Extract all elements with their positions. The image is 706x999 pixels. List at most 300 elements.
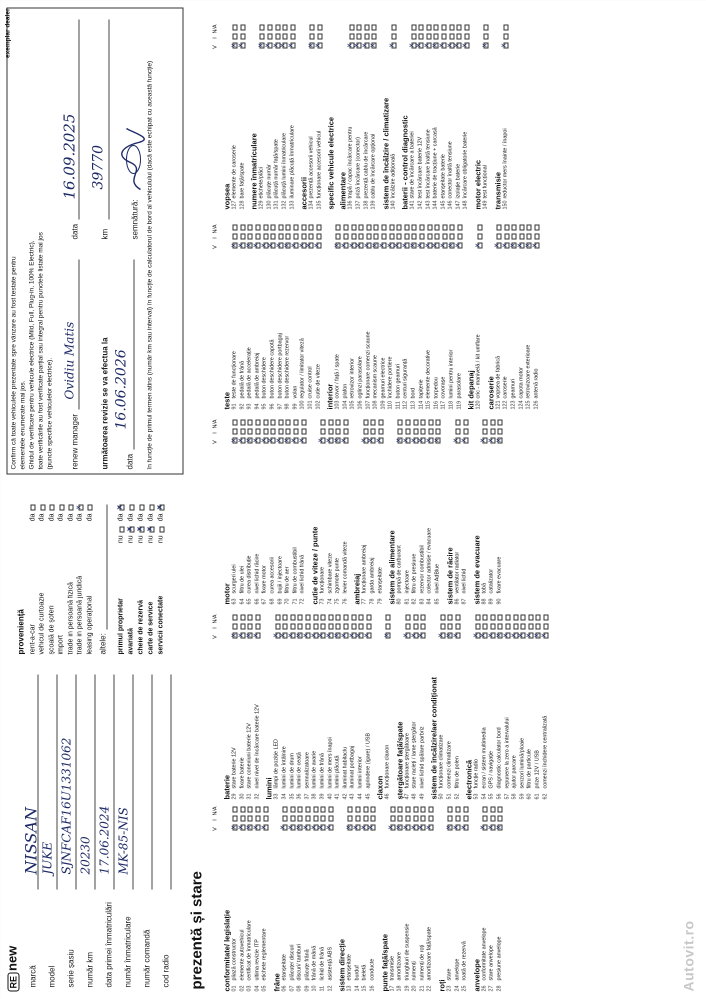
item-checkbox[interactable]: [455, 419, 460, 425]
item-checkbox[interactable]: [320, 419, 325, 425]
item-checkbox[interactable]: [316, 242, 321, 248]
item-checkbox[interactable]: [305, 623, 310, 629]
item-checkbox[interactable]: [347, 815, 352, 821]
item-checkbox[interactable]: [351, 224, 356, 230]
item-checkbox[interactable]: [316, 233, 321, 239]
item-checkbox[interactable]: [308, 224, 313, 230]
item-checkbox[interactable]: [428, 428, 433, 434]
item-checkbox[interactable]: [497, 824, 502, 830]
item-checkbox[interactable]: [366, 614, 371, 620]
item-checkbox[interactable]: [343, 614, 348, 620]
item-checkbox[interactable]: [381, 224, 386, 230]
item-checkbox[interactable]: [259, 33, 264, 39]
item-checkbox[interactable]: [490, 428, 495, 434]
item-checkbox[interactable]: [441, 33, 446, 39]
item-checkbox[interactable]: [504, 224, 509, 230]
item-checkbox[interactable]: [378, 437, 383, 443]
owner-no-checkbox[interactable]: [129, 526, 134, 532]
item-checkbox[interactable]: [240, 24, 245, 30]
item-checkbox[interactable]: [263, 428, 268, 434]
item-checkbox[interactable]: [282, 24, 287, 30]
item-checkbox[interactable]: [449, 224, 454, 230]
item-checkbox[interactable]: [270, 224, 275, 230]
item-checkbox[interactable]: [293, 224, 298, 230]
item-checkbox[interactable]: [505, 623, 510, 629]
item-checkbox[interactable]: [475, 623, 480, 629]
item-checkbox[interactable]: [397, 806, 402, 812]
item-checkbox[interactable]: [335, 233, 340, 239]
item-checkbox[interactable]: [232, 233, 237, 239]
item-checkbox[interactable]: [343, 233, 348, 239]
item-checkbox[interactable]: [240, 42, 245, 48]
item-checkbox[interactable]: [411, 24, 416, 30]
item-checkbox[interactable]: [232, 623, 237, 629]
item-checkbox[interactable]: [497, 623, 502, 629]
item-checkbox[interactable]: [433, 33, 438, 39]
item-checkbox[interactable]: [456, 33, 461, 39]
item-checkbox[interactable]: [513, 623, 518, 629]
item-checkbox[interactable]: [385, 614, 390, 620]
item-checkbox[interactable]: [477, 233, 482, 239]
item-checkbox[interactable]: [247, 614, 252, 620]
item-checkbox[interactable]: [405, 806, 410, 812]
item-checkbox[interactable]: [464, 33, 469, 39]
item-checkbox[interactable]: [263, 233, 268, 239]
item-checkbox[interactable]: [247, 428, 252, 434]
item-checkbox[interactable]: [433, 24, 438, 30]
item-checkbox[interactable]: [335, 419, 340, 425]
item-checkbox[interactable]: [455, 815, 460, 821]
item-checkbox[interactable]: [449, 33, 454, 39]
item-checkbox[interactable]: [255, 614, 260, 620]
item-checkbox[interactable]: [335, 224, 340, 230]
item-checkbox[interactable]: [232, 614, 237, 620]
item-checkbox[interactable]: [457, 242, 462, 248]
item-checkbox[interactable]: [366, 632, 371, 638]
item-checkbox[interactable]: [247, 224, 252, 230]
item-checkbox[interactable]: [335, 623, 340, 629]
item-checkbox[interactable]: [293, 428, 298, 434]
item-checkbox[interactable]: [240, 806, 245, 812]
item-checkbox[interactable]: [275, 614, 280, 620]
item-checkbox[interactable]: [411, 233, 416, 239]
item-checkbox[interactable]: [490, 419, 495, 425]
item-checkbox[interactable]: [497, 437, 502, 443]
item-checkbox[interactable]: [282, 614, 287, 620]
item-checkbox[interactable]: [247, 806, 252, 812]
item-checkbox[interactable]: [477, 242, 482, 248]
item-checkbox[interactable]: [513, 614, 518, 620]
item-checkbox[interactable]: [420, 623, 425, 629]
item-checkbox[interactable]: [455, 632, 460, 638]
item-checkbox[interactable]: [328, 815, 333, 821]
item-checkbox[interactable]: [455, 428, 460, 434]
item-checkbox[interactable]: [363, 419, 368, 425]
item-checkbox[interactable]: [426, 24, 431, 30]
item-checkbox[interactable]: [282, 806, 287, 812]
item-checkbox[interactable]: [435, 428, 440, 434]
item-checkbox[interactable]: [247, 419, 252, 425]
item-checkbox[interactable]: [428, 815, 433, 821]
item-checkbox[interactable]: [366, 233, 371, 239]
item-checkbox[interactable]: [328, 419, 333, 425]
item-checkbox[interactable]: [528, 623, 533, 629]
item-checkbox[interactable]: [335, 428, 340, 434]
item-checkbox[interactable]: [351, 614, 356, 620]
item-checkbox[interactable]: [370, 824, 375, 830]
item-checkbox[interactable]: [497, 614, 502, 620]
item-checkbox[interactable]: [397, 419, 402, 425]
item-checkbox[interactable]: [482, 806, 487, 812]
item-checkbox[interactable]: [290, 806, 295, 812]
item-checkbox[interactable]: [366, 224, 371, 230]
item-checkbox[interactable]: [356, 24, 361, 30]
item-checkbox[interactable]: [397, 428, 402, 434]
item-checkbox[interactable]: [247, 233, 252, 239]
item-checkbox[interactable]: [463, 419, 468, 425]
item-checkbox[interactable]: [320, 815, 325, 821]
item-checkbox[interactable]: [440, 623, 445, 629]
item-checkbox[interactable]: [455, 623, 460, 629]
item-checkbox[interactable]: [255, 623, 260, 629]
item-checkbox[interactable]: [534, 233, 539, 239]
item-checkbox[interactable]: [455, 614, 460, 620]
item-checkbox[interactable]: [305, 806, 310, 812]
provenance-checkbox[interactable]: [68, 504, 73, 510]
item-checkbox[interactable]: [275, 24, 280, 30]
item-checkbox[interactable]: [343, 437, 348, 443]
item-checkbox[interactable]: [413, 428, 418, 434]
item-checkbox[interactable]: [255, 815, 260, 821]
item-checkbox[interactable]: [391, 42, 396, 48]
item-checkbox[interactable]: [503, 33, 508, 39]
item-checkbox[interactable]: [320, 614, 325, 620]
provenance-checkbox[interactable]: [49, 504, 54, 510]
item-checkbox[interactable]: [405, 614, 410, 620]
item-checkbox[interactable]: [232, 224, 237, 230]
item-checkbox[interactable]: [519, 224, 524, 230]
item-checkbox[interactable]: [370, 428, 375, 434]
owner-no-checkbox[interactable]: [119, 526, 124, 532]
provenance-checkbox[interactable]: [30, 504, 35, 510]
provenance-checkbox[interactable]: [87, 504, 92, 510]
item-checkbox[interactable]: [328, 428, 333, 434]
item-checkbox[interactable]: [490, 614, 495, 620]
item-checkbox[interactable]: [278, 224, 283, 230]
item-checkbox[interactable]: [358, 233, 363, 239]
item-checkbox[interactable]: [463, 428, 468, 434]
item-checkbox[interactable]: [543, 614, 548, 620]
item-checkbox[interactable]: [349, 33, 354, 39]
item-checkbox[interactable]: [309, 24, 314, 30]
item-checkbox[interactable]: [390, 806, 395, 812]
owner-no-checkbox[interactable]: [159, 526, 164, 532]
item-checkbox[interactable]: [534, 224, 539, 230]
item-checkbox[interactable]: [440, 614, 445, 620]
item-checkbox[interactable]: [391, 24, 396, 30]
owner-no-checkbox[interactable]: [139, 526, 144, 532]
item-checkbox[interactable]: [497, 419, 502, 425]
item-checkbox[interactable]: [511, 233, 516, 239]
item-checkbox[interactable]: [418, 24, 423, 30]
item-checkbox[interactable]: [371, 42, 376, 48]
item-checkbox[interactable]: [535, 623, 540, 629]
item-checkbox[interactable]: [363, 815, 368, 821]
item-checkbox[interactable]: [435, 437, 440, 443]
item-checkbox[interactable]: [419, 233, 424, 239]
item-checkbox[interactable]: [232, 806, 237, 812]
item-checkbox[interactable]: [490, 623, 495, 629]
item-checkbox[interactable]: [535, 614, 540, 620]
item-checkbox[interactable]: [420, 815, 425, 821]
item-checkbox[interactable]: [313, 623, 318, 629]
item-checkbox[interactable]: [504, 233, 509, 239]
item-checkbox[interactable]: [475, 614, 480, 620]
item-checkbox[interactable]: [240, 815, 245, 821]
item-checkbox[interactable]: [396, 224, 401, 230]
item-checkbox[interactable]: [285, 419, 290, 425]
item-checkbox[interactable]: [343, 419, 348, 425]
item-checkbox[interactable]: [477, 224, 482, 230]
item-checkbox[interactable]: [240, 33, 245, 39]
item-checkbox[interactable]: [543, 623, 548, 629]
item-checkbox[interactable]: [358, 224, 363, 230]
item-checkbox[interactable]: [247, 815, 252, 821]
item-checkbox[interactable]: [305, 815, 310, 821]
item-checkbox[interactable]: [313, 815, 318, 821]
item-checkbox[interactable]: [232, 33, 237, 39]
item-checkbox[interactable]: [413, 815, 418, 821]
item-checkbox[interactable]: [389, 233, 394, 239]
item-checkbox[interactable]: [363, 428, 368, 434]
item-checkbox[interactable]: [496, 224, 501, 230]
owner-no-checkbox[interactable]: [149, 526, 154, 532]
item-checkbox[interactable]: [483, 42, 488, 48]
item-checkbox[interactable]: [519, 233, 524, 239]
item-checkbox[interactable]: [405, 815, 410, 821]
item-checkbox[interactable]: [290, 42, 295, 48]
item-checkbox[interactable]: [441, 24, 446, 30]
item-checkbox[interactable]: [385, 632, 390, 638]
item-checkbox[interactable]: [313, 806, 318, 812]
item-checkbox[interactable]: [240, 428, 245, 434]
item-checkbox[interactable]: [293, 233, 298, 239]
item-checkbox[interactable]: [483, 33, 488, 39]
item-checkbox[interactable]: [397, 815, 402, 821]
item-checkbox[interactable]: [457, 224, 462, 230]
item-checkbox[interactable]: [232, 419, 237, 425]
item-checkbox[interactable]: [301, 224, 306, 230]
item-checkbox[interactable]: [413, 623, 418, 629]
item-checkbox[interactable]: [270, 419, 275, 425]
item-checkbox[interactable]: [290, 614, 295, 620]
item-checkbox[interactable]: [511, 224, 516, 230]
item-checkbox[interactable]: [278, 419, 283, 425]
item-checkbox[interactable]: [255, 224, 260, 230]
item-checkbox[interactable]: [543, 632, 548, 638]
owner-yes-checkbox[interactable]: [129, 504, 134, 510]
item-checkbox[interactable]: [328, 614, 333, 620]
item-checkbox[interactable]: [317, 33, 322, 39]
item-checkbox[interactable]: [305, 614, 310, 620]
item-checkbox[interactable]: [435, 419, 440, 425]
item-checkbox[interactable]: [447, 815, 452, 821]
item-checkbox[interactable]: [370, 815, 375, 821]
item-checkbox[interactable]: [482, 419, 487, 425]
item-checkbox[interactable]: [442, 233, 447, 239]
item-checkbox[interactable]: [278, 428, 283, 434]
item-checkbox[interactable]: [371, 24, 376, 30]
item-checkbox[interactable]: [343, 224, 348, 230]
item-checkbox[interactable]: [411, 224, 416, 230]
owner-yes-checkbox[interactable]: [139, 504, 144, 510]
item-checkbox[interactable]: [413, 614, 418, 620]
item-checkbox[interactable]: [528, 614, 533, 620]
item-checkbox[interactable]: [490, 806, 495, 812]
item-checkbox[interactable]: [526, 224, 531, 230]
item-checkbox[interactable]: [442, 224, 447, 230]
item-checkbox[interactable]: [358, 623, 363, 629]
item-checkbox[interactable]: [520, 623, 525, 629]
item-checkbox[interactable]: [320, 428, 325, 434]
item-checkbox[interactable]: [363, 806, 368, 812]
item-checkbox[interactable]: [290, 623, 295, 629]
item-checkbox[interactable]: [247, 623, 252, 629]
item-checkbox[interactable]: [328, 824, 333, 830]
item-checkbox[interactable]: [290, 33, 295, 39]
item-checkbox[interactable]: [335, 614, 340, 620]
item-checkbox[interactable]: [297, 614, 302, 620]
item-checkbox[interactable]: [263, 806, 268, 812]
item-checkbox[interactable]: [351, 623, 356, 629]
item-checkbox[interactable]: [457, 233, 462, 239]
item-checkbox[interactable]: [301, 437, 306, 443]
item-checkbox[interactable]: [320, 806, 325, 812]
item-checkbox[interactable]: [232, 428, 237, 434]
item-checkbox[interactable]: [240, 224, 245, 230]
item-checkbox[interactable]: [328, 806, 333, 812]
item-checkbox[interactable]: [449, 24, 454, 30]
item-checkbox[interactable]: [427, 233, 432, 239]
item-checkbox[interactable]: [270, 233, 275, 239]
item-checkbox[interactable]: [418, 33, 423, 39]
item-checkbox[interactable]: [434, 224, 439, 230]
item-checkbox[interactable]: [290, 24, 295, 30]
item-checkbox[interactable]: [313, 614, 318, 620]
item-checkbox[interactable]: [301, 428, 306, 434]
item-checkbox[interactable]: [255, 806, 260, 812]
item-checkbox[interactable]: [356, 33, 361, 39]
item-checkbox[interactable]: [285, 224, 290, 230]
item-checkbox[interactable]: [455, 806, 460, 812]
item-checkbox[interactable]: [463, 806, 468, 812]
item-checkbox[interactable]: [232, 24, 237, 30]
item-checkbox[interactable]: [503, 42, 508, 48]
item-checkbox[interactable]: [390, 815, 395, 821]
item-checkbox[interactable]: [267, 33, 272, 39]
item-checkbox[interactable]: [373, 233, 378, 239]
item-checkbox[interactable]: [428, 419, 433, 425]
item-checkbox[interactable]: [534, 242, 539, 248]
item-checkbox[interactable]: [282, 815, 287, 821]
item-checkbox[interactable]: [482, 614, 487, 620]
item-checkbox[interactable]: [404, 233, 409, 239]
item-checkbox[interactable]: [232, 815, 237, 821]
item-checkbox[interactable]: [497, 428, 502, 434]
item-checkbox[interactable]: [255, 233, 260, 239]
item-checkbox[interactable]: [520, 614, 525, 620]
owner-yes-checkbox[interactable]: [159, 504, 164, 510]
item-checkbox[interactable]: [366, 623, 371, 629]
item-checkbox[interactable]: [301, 233, 306, 239]
item-checkbox[interactable]: [255, 419, 260, 425]
item-checkbox[interactable]: [447, 806, 452, 812]
item-checkbox[interactable]: [434, 233, 439, 239]
item-checkbox[interactable]: [240, 233, 245, 239]
item-checkbox[interactable]: [328, 623, 333, 629]
item-checkbox[interactable]: [370, 419, 375, 425]
item-checkbox[interactable]: [309, 33, 314, 39]
item-checkbox[interactable]: [413, 419, 418, 425]
item-checkbox[interactable]: [263, 419, 268, 425]
item-checkbox[interactable]: [464, 42, 469, 48]
item-checkbox[interactable]: [240, 419, 245, 425]
item-checkbox[interactable]: [278, 233, 283, 239]
item-checkbox[interactable]: [378, 419, 383, 425]
item-checkbox[interactable]: [405, 623, 410, 629]
item-checkbox[interactable]: [419, 224, 424, 230]
item-checkbox[interactable]: [413, 806, 418, 812]
item-checkbox[interactable]: [308, 233, 313, 239]
provenance-checkbox[interactable]: [59, 504, 64, 510]
item-checkbox[interactable]: [297, 623, 302, 629]
item-checkbox[interactable]: [482, 623, 487, 629]
item-checkbox[interactable]: [364, 33, 369, 39]
item-checkbox[interactable]: [355, 815, 360, 821]
item-checkbox[interactable]: [447, 614, 452, 620]
item-checkbox[interactable]: [464, 24, 469, 30]
item-checkbox[interactable]: [426, 33, 431, 39]
item-checkbox[interactable]: [449, 233, 454, 239]
item-checkbox[interactable]: [297, 815, 302, 821]
item-checkbox[interactable]: [463, 815, 468, 821]
item-checkbox[interactable]: [343, 428, 348, 434]
provenance-checkbox[interactable]: [78, 504, 83, 510]
item-checkbox[interactable]: [317, 42, 322, 48]
item-checkbox[interactable]: [428, 806, 433, 812]
item-checkbox[interactable]: [343, 623, 348, 629]
item-checkbox[interactable]: [526, 233, 531, 239]
owner-yes-checkbox[interactable]: [119, 504, 124, 510]
item-checkbox[interactable]: [263, 824, 268, 830]
item-checkbox[interactable]: [320, 623, 325, 629]
item-checkbox[interactable]: [404, 224, 409, 230]
item-checkbox[interactable]: [351, 233, 356, 239]
item-checkbox[interactable]: [282, 33, 287, 39]
item-checkbox[interactable]: [385, 623, 390, 629]
item-checkbox[interactable]: [405, 419, 410, 425]
item-checkbox[interactable]: [290, 815, 295, 821]
item-checkbox[interactable]: [463, 824, 468, 830]
item-checkbox[interactable]: [463, 437, 468, 443]
item-checkbox[interactable]: [411, 33, 416, 39]
item-checkbox[interactable]: [293, 419, 298, 425]
item-checkbox[interactable]: [240, 623, 245, 629]
item-checkbox[interactable]: [282, 623, 287, 629]
item-checkbox[interactable]: [497, 815, 502, 821]
item-checkbox[interactable]: [482, 815, 487, 821]
item-checkbox[interactable]: [301, 419, 306, 425]
